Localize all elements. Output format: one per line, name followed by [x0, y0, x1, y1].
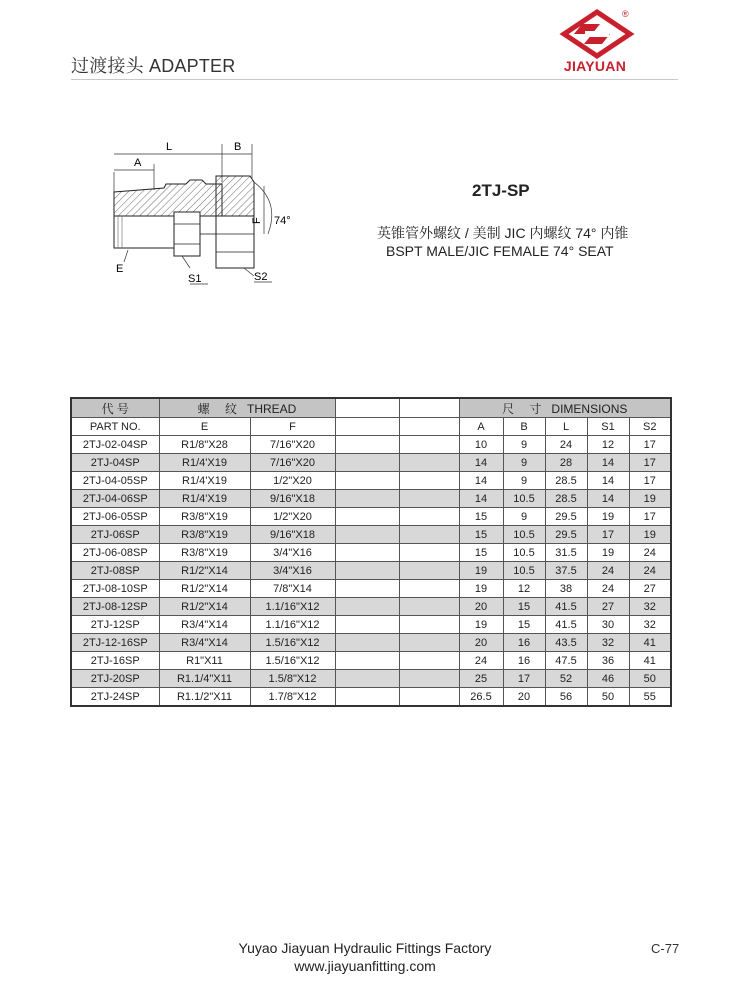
table-cell: 2TJ-12-16SP	[71, 634, 159, 652]
table-row	[71, 634, 671, 652]
table-cell: 24	[629, 544, 671, 562]
table-cell: 24	[587, 580, 629, 598]
table-cell: 37.5	[545, 562, 587, 580]
table-cell: 14	[459, 454, 503, 472]
page-number: C-77	[651, 941, 680, 956]
table-cell: 2TJ-04-06SP	[71, 490, 159, 508]
table-cell: 9/16"X18	[250, 490, 335, 508]
table-cell	[399, 652, 459, 670]
table-row	[71, 652, 671, 670]
table-cell: 28.5	[545, 472, 587, 490]
table-cell: 2TJ-06SP	[71, 526, 159, 544]
table-cell	[399, 490, 459, 508]
table-cell: 14	[459, 472, 503, 490]
table-cell: 10.5	[503, 490, 545, 508]
table-cell	[335, 652, 399, 670]
column-header	[399, 418, 459, 436]
table-cell	[399, 526, 459, 544]
table-cell: 19	[587, 508, 629, 526]
table-cell: 2TJ-08SP	[71, 562, 159, 580]
table-row	[71, 616, 671, 634]
table-cell	[335, 562, 399, 580]
registered-mark: ®	[622, 9, 629, 19]
column-header: L	[545, 418, 587, 436]
table-cell	[399, 670, 459, 688]
table-cell: 14	[587, 472, 629, 490]
table-cell: R1/2"X14	[159, 598, 250, 616]
table-cell: 2TJ-06-08SP	[71, 544, 159, 562]
table-cell: 1.5/8"X12	[250, 670, 335, 688]
table-row	[71, 454, 671, 472]
description-cn: 英锥管外螺纹 / 美制 JIC 内螺纹 74° 内锥	[377, 225, 629, 241]
table-cell: 15	[459, 526, 503, 544]
table-cell: 19	[629, 526, 671, 544]
table-cell: 24	[545, 436, 587, 454]
table-cell: 17	[629, 472, 671, 490]
table-cell: 10	[459, 436, 503, 454]
table-cell	[335, 490, 399, 508]
table-cell: R1/2"X14	[159, 562, 250, 580]
table-cell: 41	[629, 634, 671, 652]
table-cell: R1.1/2"X11	[159, 688, 250, 707]
table-cell: 27	[587, 598, 629, 616]
header-divider	[71, 79, 678, 80]
part-group-header: 代 号	[71, 398, 159, 418]
table-cell: R1/4'X19	[159, 472, 250, 490]
table-cell	[335, 436, 399, 454]
table-cell: 1.1/16"X12	[250, 616, 335, 634]
table-cell: 41.5	[545, 616, 587, 634]
table-cell	[335, 616, 399, 634]
table-cell: R3/8"X19	[159, 508, 250, 526]
table-cell: 50	[587, 688, 629, 707]
table-row	[71, 526, 671, 544]
table-cell: R1"X11	[159, 652, 250, 670]
column-header: F	[250, 418, 335, 436]
table-cell: 15	[503, 598, 545, 616]
table-cell	[335, 544, 399, 562]
table-cell: 19	[629, 490, 671, 508]
table-cell: R3/8"X19	[159, 544, 250, 562]
table-cell: 43.5	[545, 634, 587, 652]
table-cell	[399, 472, 459, 490]
column-header: B	[503, 418, 545, 436]
table-row	[71, 436, 671, 454]
table-row	[71, 580, 671, 598]
table-cell: 16	[503, 652, 545, 670]
dim-label-a: A	[134, 157, 142, 169]
table-cell: 17	[629, 436, 671, 454]
table-cell: 38	[545, 580, 587, 598]
table-cell: 10.5	[503, 526, 545, 544]
table-cell: R1/8"X28	[159, 436, 250, 454]
table-row	[71, 598, 671, 616]
table-cell: 17	[587, 526, 629, 544]
table-cell: 32	[587, 634, 629, 652]
table-cell: 52	[545, 670, 587, 688]
table-cell: 7/8"X14	[250, 580, 335, 598]
table-cell: 2TJ-08-10SP	[71, 580, 159, 598]
table-cell: 2TJ-20SP	[71, 670, 159, 688]
table-cell: 2TJ-02-04SP	[71, 436, 159, 454]
table-cell: 15	[503, 616, 545, 634]
table-cell: 20	[459, 634, 503, 652]
table-cell: 12	[503, 580, 545, 598]
table-cell	[335, 526, 399, 544]
table-cell: 16	[503, 634, 545, 652]
table-cell: 1/2"X20	[250, 472, 335, 490]
table-cell	[399, 616, 459, 634]
table-cell: 20	[503, 688, 545, 707]
table-cell	[399, 634, 459, 652]
table-cell: 14	[459, 490, 503, 508]
brand-name: JIAYUAN	[563, 58, 627, 74]
column-header	[335, 418, 399, 436]
dim-label-l: L	[166, 141, 173, 153]
table-cell: 24	[459, 652, 503, 670]
table-cell: 28	[545, 454, 587, 472]
table-cell: 3/4"X16	[250, 562, 335, 580]
table-cell: 46	[587, 670, 629, 688]
table-cell: 56	[545, 688, 587, 707]
table-cell: 32	[629, 616, 671, 634]
column-header: PART NO.	[71, 418, 159, 436]
table-column-header	[71, 418, 671, 436]
table-cell: 47.5	[545, 652, 587, 670]
dim-label-b: B	[234, 141, 242, 153]
table-cell: 19	[459, 580, 503, 598]
table-cell: 1.5/16"X12	[250, 652, 335, 670]
table-cell: 7/16"X20	[250, 454, 335, 472]
table-row	[71, 472, 671, 490]
thread-group-header: 螺 纹 THREAD	[159, 398, 335, 418]
table-cell: 2TJ-12SP	[71, 616, 159, 634]
description-en: BSPT MALE/JIC FEMALE 74° SEAT	[386, 243, 614, 259]
dimensions-group-header: 尺 寸 DIMENSIONS	[459, 398, 671, 418]
table-cell: 2TJ-04SP	[71, 454, 159, 472]
table-cell: R1/4'X19	[159, 490, 250, 508]
table-cell: 28.5	[545, 490, 587, 508]
table-row	[71, 688, 671, 707]
table-cell	[335, 454, 399, 472]
table-cell: R1/4'X19	[159, 454, 250, 472]
table-cell: R3/4"X14	[159, 616, 250, 634]
table-cell	[335, 472, 399, 490]
table-cell: 9/16"X18	[250, 526, 335, 544]
table-cell: 9	[503, 454, 545, 472]
table-cell: 7/16"X20	[250, 436, 335, 454]
table-cell: 14	[587, 454, 629, 472]
column-header: S1	[587, 418, 629, 436]
table-group-header	[71, 398, 671, 418]
table-cell	[335, 670, 399, 688]
table-cell	[399, 688, 459, 707]
table-cell: 2TJ-06-05SP	[71, 508, 159, 526]
column-header: E	[159, 418, 250, 436]
table-cell: 2TJ-04-05SP	[71, 472, 159, 490]
table-row	[71, 670, 671, 688]
table-row	[71, 562, 671, 580]
table-cell	[335, 508, 399, 526]
table-cell: 30	[587, 616, 629, 634]
table-cell: 19	[459, 562, 503, 580]
table-cell: 3/4"X16	[250, 544, 335, 562]
blank-header-cell	[335, 398, 399, 418]
table-cell: 12	[587, 436, 629, 454]
table-cell: 15	[459, 544, 503, 562]
table-cell: R3/4"X14	[159, 634, 250, 652]
table-cell	[399, 436, 459, 454]
blank-header-cell	[399, 398, 459, 418]
table-cell	[335, 634, 399, 652]
table-cell	[335, 688, 399, 707]
table-cell: 27	[629, 580, 671, 598]
table-cell: 41.5	[545, 598, 587, 616]
table-cell: R1.1/4"X11	[159, 670, 250, 688]
spec-table	[70, 397, 672, 707]
table-cell: 9	[503, 472, 545, 490]
table-cell: 1/2"X20	[250, 508, 335, 526]
model-number: 2TJ-SP	[472, 181, 530, 200]
table-cell: 1.1/16"X12	[250, 598, 335, 616]
footer-website: www.jiayuanfitting.com	[294, 958, 436, 974]
table-cell: 20	[459, 598, 503, 616]
column-header: S2	[629, 418, 671, 436]
table-cell: 55	[629, 688, 671, 707]
table-cell: 17	[629, 508, 671, 526]
table-cell	[335, 598, 399, 616]
column-header: A	[459, 418, 503, 436]
table-cell: 29.5	[545, 526, 587, 544]
fitting-drawing	[104, 138, 294, 290]
table-cell	[399, 544, 459, 562]
table-cell: 24	[629, 562, 671, 580]
table-cell: R3/8"X19	[159, 526, 250, 544]
table-cell	[399, 562, 459, 580]
table-cell: 10.5	[503, 544, 545, 562]
table-cell: 41	[629, 652, 671, 670]
table-cell: 29.5	[545, 508, 587, 526]
table-cell	[399, 598, 459, 616]
table-row	[71, 544, 671, 562]
page-title: 过渡接头 ADAPTER	[71, 56, 236, 76]
table-cell: 2TJ-24SP	[71, 688, 159, 707]
footer-company: Yuyao Jiayuan Hydraulic Fittings Factory	[238, 940, 492, 956]
table-row	[71, 490, 671, 508]
table-cell: 17	[503, 670, 545, 688]
table-cell: 1.7/8"X12	[250, 688, 335, 707]
table-cell: 9	[503, 508, 545, 526]
table-cell	[335, 580, 399, 598]
table-cell: 1.5/16"X12	[250, 634, 335, 652]
table-cell: 9	[503, 436, 545, 454]
table-cell: 17	[629, 454, 671, 472]
table-cell: 25	[459, 670, 503, 688]
table-cell	[399, 454, 459, 472]
table-cell: 36	[587, 652, 629, 670]
table-cell: 19	[587, 544, 629, 562]
table-cell: 15	[459, 508, 503, 526]
table-row	[71, 508, 671, 526]
table-cell: 2TJ-08-12SP	[71, 598, 159, 616]
table-cell: 31.5	[545, 544, 587, 562]
table-cell: R1/2"X14	[159, 580, 250, 598]
table-cell	[399, 508, 459, 526]
dim-label-f: F	[251, 217, 263, 224]
dim-label-angle: 74°	[274, 215, 291, 227]
dim-label-e: E	[116, 263, 124, 275]
table-cell: 24	[587, 562, 629, 580]
table-cell: 26.5	[459, 688, 503, 707]
table-cell	[399, 580, 459, 598]
table-cell: 10.5	[503, 562, 545, 580]
table-cell: 32	[629, 598, 671, 616]
table-cell: 2TJ-16SP	[71, 652, 159, 670]
table-cell: 19	[459, 616, 503, 634]
table-cell: 50	[629, 670, 671, 688]
table-cell: 14	[587, 490, 629, 508]
dim-label-s2: S2	[254, 271, 268, 283]
dim-label-s1: S1	[188, 273, 202, 285]
